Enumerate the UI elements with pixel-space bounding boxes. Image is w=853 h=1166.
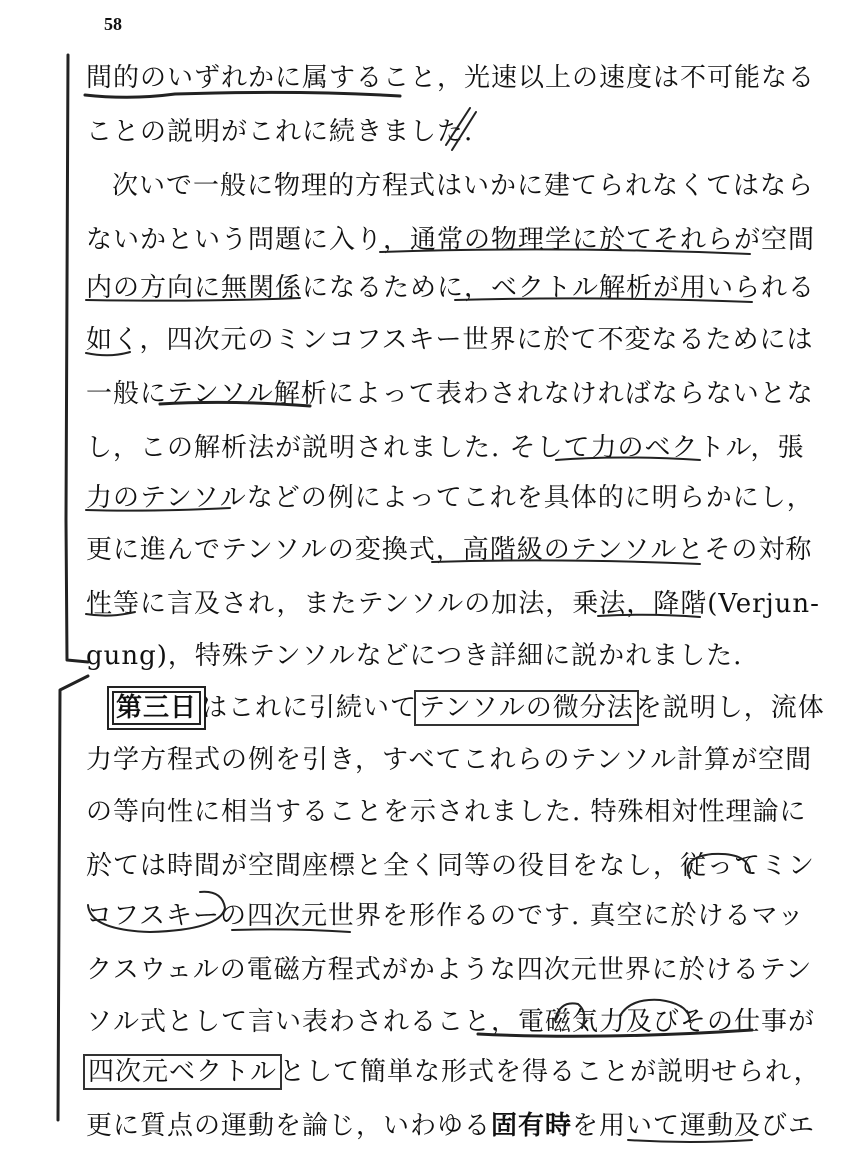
- text-segment: 内の方向に無関係になるために，ベクトル解析が用いられる: [86, 273, 816, 303]
- text-segment: し，この解析法が説明されました. そして力のベクトル，張: [86, 433, 805, 463]
- text-segment: 間的のいずれかに属すること，光速以上の速度は不可能なる: [86, 63, 816, 93]
- text-line: [86, 740, 813, 780]
- text-line: [86, 428, 805, 468]
- text-line: [86, 320, 814, 360]
- text-segment: 力のテンソルなどの例によってこれを具体的に明らかにし，: [86, 483, 814, 513]
- text-segment: を説明し，流体: [635, 693, 825, 723]
- text-segment: 如く，四次元のミンコフスキー世界に於て不変なるためには: [86, 325, 814, 355]
- text-segment: ないかという問題に入り，通常の物理学に於てそれらが空間: [86, 225, 816, 255]
- page-number: 58: [104, 14, 122, 34]
- text-segment: 次いで一般に物理的方程式はいかに建てられなくてはなら: [112, 171, 815, 201]
- text-segment: クスウェルの電磁方程式がかような四次元世界に於けるテン: [86, 955, 813, 985]
- boxed-term-day3: 第三日: [112, 691, 201, 725]
- text-segment: はこれに引続いて: [201, 693, 418, 723]
- text-line: [86, 268, 816, 308]
- text-segment: 更に進んでテンソルの変換式，高階級のテンソルとその対称: [86, 535, 813, 565]
- text-line: [86, 530, 813, 570]
- text-segment: 力学方程式の例を引き，すべてこれらのテンソル計算が空間: [86, 745, 813, 775]
- text-line: [86, 1002, 816, 1042]
- text-segment: 於ては時間が空間座標と全く同等の役目をなし，従ってミン: [86, 851, 816, 881]
- text-line: [86, 1052, 821, 1092]
- text-segment: を用いて運動及びエ: [572, 1111, 816, 1141]
- text-line: [86, 896, 805, 936]
- text-line: [86, 792, 807, 832]
- text-segment: gung)，特殊テンソルなどにつき詳細に説かれました.: [86, 641, 743, 671]
- margin-bracket-bottom: [58, 676, 88, 1120]
- text-line: [86, 1106, 816, 1146]
- text-line: [86, 584, 820, 624]
- text-line: [86, 112, 766, 152]
- text-line: [86, 478, 814, 518]
- text-segment: コフスキーの四次元世界を形作るのです. 真空に於けるマッ: [86, 901, 805, 931]
- text-segment: 一般にテンソル解析によって表わされなければならないとな: [86, 379, 814, 409]
- text-line: [86, 636, 766, 676]
- text-segment: 更に質点の運動を論じ，いわゆる: [86, 1111, 492, 1141]
- text-line: [86, 688, 825, 728]
- bold-term-proper-time: 固有時: [491, 1111, 573, 1141]
- text-line: [86, 950, 813, 990]
- text-line: [86, 220, 816, 260]
- text-line: [86, 374, 814, 414]
- boxed-term-tensor-differential: テンソルの微分法: [419, 693, 634, 723]
- text-segment: の等向性に相当することを示されました. 特殊相対性理論に: [86, 797, 807, 827]
- text-segment: 性等に言及され，またテンソルの加法，乗法，降階(Verjun-: [86, 589, 820, 619]
- text-segment: として簡単な形式を得ることが説明せられ，: [279, 1057, 821, 1087]
- boxed-term-4d-vector: 四次元ベクトル: [88, 1057, 278, 1087]
- text-line: [86, 846, 816, 886]
- text-segment: ことの説明がこれに続きました.: [86, 117, 474, 147]
- text-segment: ソル式として言い表わされること，電磁気力及びその仕事が: [86, 1007, 816, 1037]
- margin-bracket-top: [66, 55, 88, 662]
- text-line: [86, 58, 816, 98]
- text-line: [86, 166, 815, 206]
